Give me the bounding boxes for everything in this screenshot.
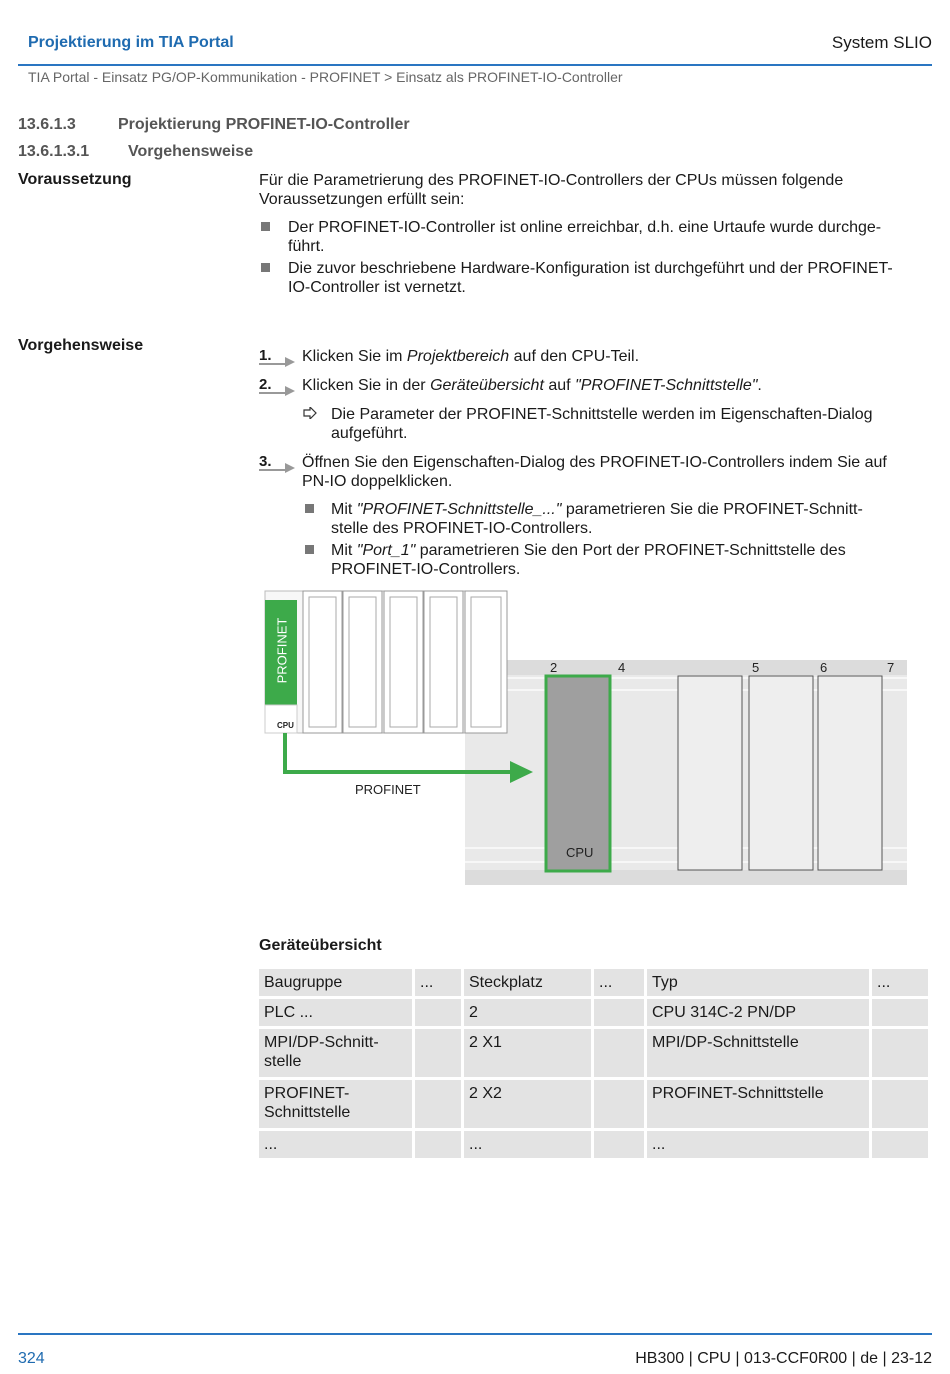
module-label-wrap: [266, 605, 298, 700]
intro-line: Voraussetzungen erfüllt sein:: [259, 191, 465, 208]
table-cell: PROFINET-Schnittstelle: [647, 1080, 869, 1128]
subsection-number: 13.6.1.3.1: [18, 143, 90, 160]
bullet-line: stelle des PROFINET-IO-Controllers.: [331, 520, 593, 537]
cpu-small-label: CPU: [277, 721, 294, 730]
table-row: [259, 1080, 928, 1128]
slot-number: 6: [820, 660, 828, 675]
table-cell: [594, 1029, 644, 1077]
prerequisite-label: Voraussetzung: [18, 171, 132, 188]
table-cell: [415, 1080, 461, 1128]
slot-module-7: [818, 676, 882, 870]
product-name: System SLIO: [831, 33, 932, 52]
table-cell: [594, 1131, 644, 1158]
result-line: Die Parameter der PROFINET-Schnittstelle werden im Eigenschaften-Dialog: [331, 406, 873, 423]
table-cell: MPI/DP-Schnitt- stelle: [259, 1029, 412, 1077]
bullet-line: PROFINET-IO-Controllers.: [331, 561, 521, 578]
table-row: [259, 1131, 928, 1158]
table-header-row: [259, 969, 928, 996]
table-header-cell: ...: [594, 969, 644, 996]
slot-module-6: [749, 676, 813, 870]
table-cell: [872, 1080, 928, 1128]
subsection-title: Vorgehensweise: [128, 143, 254, 160]
step-number: 2.: [259, 376, 272, 393]
slot-number: 2: [550, 660, 558, 675]
step-line: PN-IO doppelklicken.: [302, 473, 453, 490]
table-header-cell: Typ: [647, 969, 869, 996]
table-cell: [872, 999, 928, 1026]
table-cell: [872, 1131, 928, 1158]
procedure-label: Vorgehensweise: [18, 337, 144, 354]
table-header-cell: Baugruppe: [259, 969, 412, 996]
table-cell: ...: [259, 1131, 412, 1158]
table-cell: ...: [647, 1131, 869, 1158]
table-row: [259, 1029, 928, 1077]
intro-line: Für die Parametrierung des PROFINET-IO-Controllers der CPUs müssen folgende: [259, 172, 844, 189]
table-cell: CPU 314C-2 PN/DP: [647, 999, 869, 1026]
table-cell: PROFINET- Schnittstelle: [259, 1080, 412, 1128]
step-number: 1.: [259, 347, 272, 364]
table-cell: [415, 999, 461, 1026]
table-cell: ...: [464, 1131, 591, 1158]
bullet-line: IO-Controller ist vernetzt.: [288, 279, 466, 296]
step-line: Öffnen Sie den Eigenschaften-Dialog des PROFINET-IO-Controllers indem Sie auf: [302, 454, 887, 471]
table-cell: [415, 1029, 461, 1077]
table-header-cell: Steckplatz: [464, 969, 591, 996]
bullet-line: führt.: [288, 238, 325, 255]
cpu-slot-label: CPU: [566, 845, 594, 860]
cpu-slot-highlight: [546, 676, 610, 871]
bullet-line: Die zuvor beschriebene Hardware-Konfiguration ist durchgeführt und der PROFINET-: [288, 260, 893, 277]
step-text: Klicken Sie in der Geräteübersicht auf "PROFINET-Schnittstelle".: [302, 377, 762, 394]
table-cell: [415, 1131, 461, 1158]
step-number: 3.: [259, 453, 272, 470]
page-number: 324: [18, 1350, 45, 1367]
device-view-header: [465, 660, 907, 675]
slot-number: 4: [618, 660, 626, 675]
chapter-title: Projektierung im TIA Portal: [28, 34, 234, 51]
table-header-cell: ...: [872, 969, 928, 996]
bullet-line: Der PROFINET-IO-Controller ist online erreichbar, d.h. eine Urtaufe wurde durchge-: [288, 219, 882, 236]
bullet-item: Mit "PROFINET-Schnittstelle_..." parametrieren Sie die PROFINET-Schnitt- stelle des PROFINET-IO-Controllers.: [331, 500, 931, 538]
table-cell: [594, 999, 644, 1026]
section-number: 13.6.1.3: [18, 116, 76, 133]
table-cell: [594, 1080, 644, 1128]
result-line: aufgeführt.: [331, 425, 408, 442]
arrow-label: PROFINET: [355, 782, 421, 797]
step-text: Klicken Sie im Projektbereich auf den CPU-Teil.: [302, 348, 640, 365]
table-cell: [872, 1029, 928, 1077]
slot-module-5: [678, 676, 742, 870]
table-cell: 2 X1: [464, 1029, 591, 1077]
device-overview-table: [256, 966, 931, 1161]
slot-number: 5: [752, 660, 760, 675]
slot-number: 7: [887, 660, 895, 675]
table-cell: 2: [464, 999, 591, 1026]
document-id: HB300 | CPU | 013-CCF0R00 | de | 23-12: [635, 1350, 932, 1367]
table-cell: PLC ...: [259, 999, 412, 1026]
table-cell: MPI/DP-Schnittstelle: [647, 1029, 869, 1077]
table-title: Geräteübersicht: [259, 937, 382, 954]
table-cell: 2 X2: [464, 1080, 591, 1128]
module-label: PROFINET: [274, 617, 290, 684]
breadcrumb: TIA Portal - Einsatz PG/OP-Kommunikation - PROFINET > Einsatz als PROFINET-IO-Controller: [28, 69, 623, 85]
table-row: [259, 999, 928, 1026]
device-overview-table-wrap: [256, 966, 931, 1161]
table-header-cell: ...: [415, 969, 461, 996]
bullet-item: Mit "Port_1" parametrieren Sie den Port der PROFINET-Schnittstelle des PROFINET-IO-Controllers.: [331, 541, 931, 579]
footer-divider: [18, 1333, 932, 1335]
section-title: Projektierung PROFINET-IO-Controller: [118, 116, 410, 133]
